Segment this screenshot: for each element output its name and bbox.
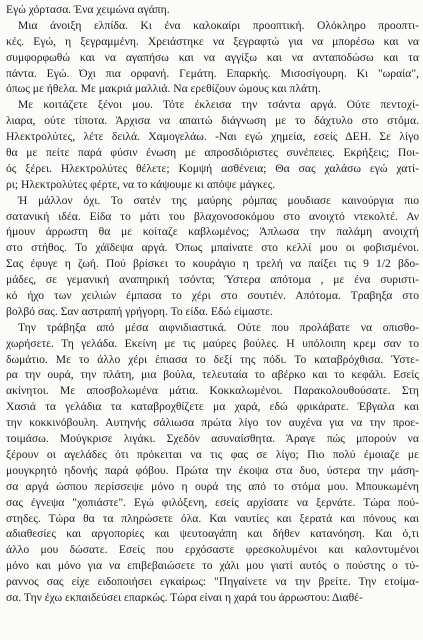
text-line: ός ξέρει. Ηλεκτρολύτες θέλετε; Κομψή ασθένεια; Θα σας χαλάσω εγώ χατί- xyxy=(6,161,419,175)
text-line: μόνο και μόνο για να επιβεβαιώσετε το χάλι μου γιατί αυτός ο πούστης ο τύ- xyxy=(6,559,419,573)
text-line: σατανική ιδέα. Είδα το μάτι του βλαχονοσοκόμου στο ανοιχτό ντεκολτέ. Αν xyxy=(6,209,419,223)
text-line: Ή μάλλον όχι. Το σατέν της μαύρης ρόμπας μουδιασε καινούργια πιο xyxy=(18,193,419,207)
text-line: Μια άνοιξη ελπίδα. Κι ένα καλοκαίρι προοπτική. Ολόκληρο προοπτι- xyxy=(18,18,419,32)
text-line: Σας έφυγε η ζωή. Πού βρίσκει το κουράγιο η τρελή να παίξει τις 9 1/2 βδο- xyxy=(6,257,419,271)
paragraph xyxy=(6,193,419,320)
text-line: όπως με ήθελα. Με μακριά μαλλιά. Να ερεθίζουν ώμους και πλάτη. xyxy=(6,82,321,96)
text-line: κές. Εγώ, η ξεγραμμένη. Χρειάστηκε να ξεγραφτώ για να μπορέσω και να xyxy=(6,34,419,48)
text-line: μάδες, σε γεμανική αναπηρική τσόντα; Ύστερα απότομα , με ένα συριστι- xyxy=(6,273,419,287)
text-line: πάντα. Εγώ. Όχι πια ορφανή. Γεμάτη. Επαρκής. Μισοσίγουρη. Κι "ωραία", xyxy=(6,66,419,80)
text-line: μουγκρητό ηδονής παρά φόβου. Πρώτα την έκοψα στα δυο, ύστερα την μάση- xyxy=(6,463,419,477)
paragraph xyxy=(6,2,419,18)
text-line: ραννος σας είχε ειδοποιήσει εγκαίρως: "Πηγαίνετε να την βρείτε. Την ετοίμα- xyxy=(6,575,419,589)
text-line: Εγώ χόρτασα. Ένα χειμώνα αγάπη. xyxy=(6,3,170,16)
text-line: άλλο μου δώσατε. Εσείς που ερχόσαστε φρεσκολυμένοι και καλοντυμένοι xyxy=(6,543,419,557)
text-line: ρα την ουρά, την πλάτη, μια βούλα, τελευταία το αβέρκο και το κεφάλι. Εσείς xyxy=(6,368,419,382)
text-line: Με κοιτάζετε ξένοι μου. Τότε έκλεισα την τσάντα αργά. Ούτε πεντοχί- xyxy=(18,98,419,112)
text-line: ξέρουν οι αγελάδες ότι πρόκειται να τις φας σε λίγο; Πιο πολύ έμοιαζε με xyxy=(6,447,419,461)
paragraph xyxy=(6,97,419,192)
text-line: κό ήχο των χειλιών έμπασα το χέρι στο σουτιέν. Απότομα. Τραβηξα στο xyxy=(6,289,419,303)
text-line: λιαρα, ούτε τίποτα. Άρχισα να απαιτώ διάγνωση με το δάχτυλο στο στόμα. xyxy=(6,114,419,128)
paragraph xyxy=(6,320,419,606)
text-line: Ηλεκτρολύτες, λέτε δειλά. Χαμογελάω. -Ναι εγώ χημεία, εσείς ΔΕΗ. Σε λίγο xyxy=(6,130,419,144)
text-line: αδιαθεσίες και αργοπορίες και ψευτοαγάπη και δήθεν κατανόηση. Και ό,τι xyxy=(6,527,419,541)
text-line: Την τράβηξα από μέσα αιφνιδιαστικά. Ούτε που προλάβατε να οπισθο- xyxy=(18,320,419,334)
document-text-body xyxy=(6,2,419,606)
text-line: στηδες. Τώρα θα τα πληρώσετε όλα. Και ναυτίες και ξερατά και πόνους και xyxy=(6,511,419,525)
text-line: σα αργά ώσπου περίσσεψε μόνο η ουρά της από το στόμα μου. Μπουκωμένη xyxy=(6,479,419,493)
text-line: βολβό σας. Σαν αστραπή γρήγορη. Το είδα. Εδώ είμαστε. xyxy=(6,304,273,318)
text-line: στο στήθος. Το χάϊδεψα αργά. Όπως μπαίνατε στο κελλί μου οι φοβισμένοι. xyxy=(6,241,419,255)
text-line: ήμουν άρρωστη θα με κοίταζε καβλωμένος; Άπλωσα την παλάμη ανοιχτή xyxy=(6,225,419,239)
text-line: ρι; Ηλεκτρολύτες φέρτε, να το κάψουμε κι απόψε μάγκες. xyxy=(6,177,276,191)
text-line: δωμάτιο. Με το άλλο χέρι έπιασα το δεξί της πόδι. Το καταβρόχθισα. Ύστε- xyxy=(6,352,419,366)
text-line: ακίνητοι. Με αποσβολωμένα μάτια. Κοκκαλωμένοι. Παρακολουθούσατε. Στη xyxy=(6,384,419,398)
text-line: σα. Την έχω εκπαιδεύσει επαρκώς. Τώρα είναι η χαρά του άρρωστου: Διαθέ- xyxy=(6,590,363,604)
paragraph xyxy=(6,18,419,97)
text-line: συμφορφωθώ και να αγαπήσω και να αγγίξω και να ανταποδώσω και τα xyxy=(6,50,419,64)
text-line: Χασιά τα γελάδια τα καταβροχθίζετε μα χαρά, εδώ φρικάρατε. Έβγαλα και xyxy=(6,400,419,414)
text-line: σας έγνεψα "χοπιάστε". Εγώ φιλόξενη, εσείς αρχίσατε να ξερνάτε. Τώρα πού- xyxy=(6,495,419,509)
text-line: την κοκκινόβουλη. Αυτηνής σάλιωσα πρώτα λίγο τον αυχένα για να την προε- xyxy=(6,416,419,430)
text-line: χωρήσετε. Τη γελάδα. Εκείνη με τις μαύρες βούλες. Η υπόλοιπη κρεμ σαν το xyxy=(6,336,419,350)
text-line: τοιμάσω. Μούγκρισε λιγάκι. Σχεδόν ασυναίσθητα. Άραγε πώς μπορούν να xyxy=(6,432,419,446)
text-line: θα με πείτε παρά φύσιν ένωση με απροσδιόριστες συνέπειες. Εκρήξεις; Ποι- xyxy=(6,146,419,160)
